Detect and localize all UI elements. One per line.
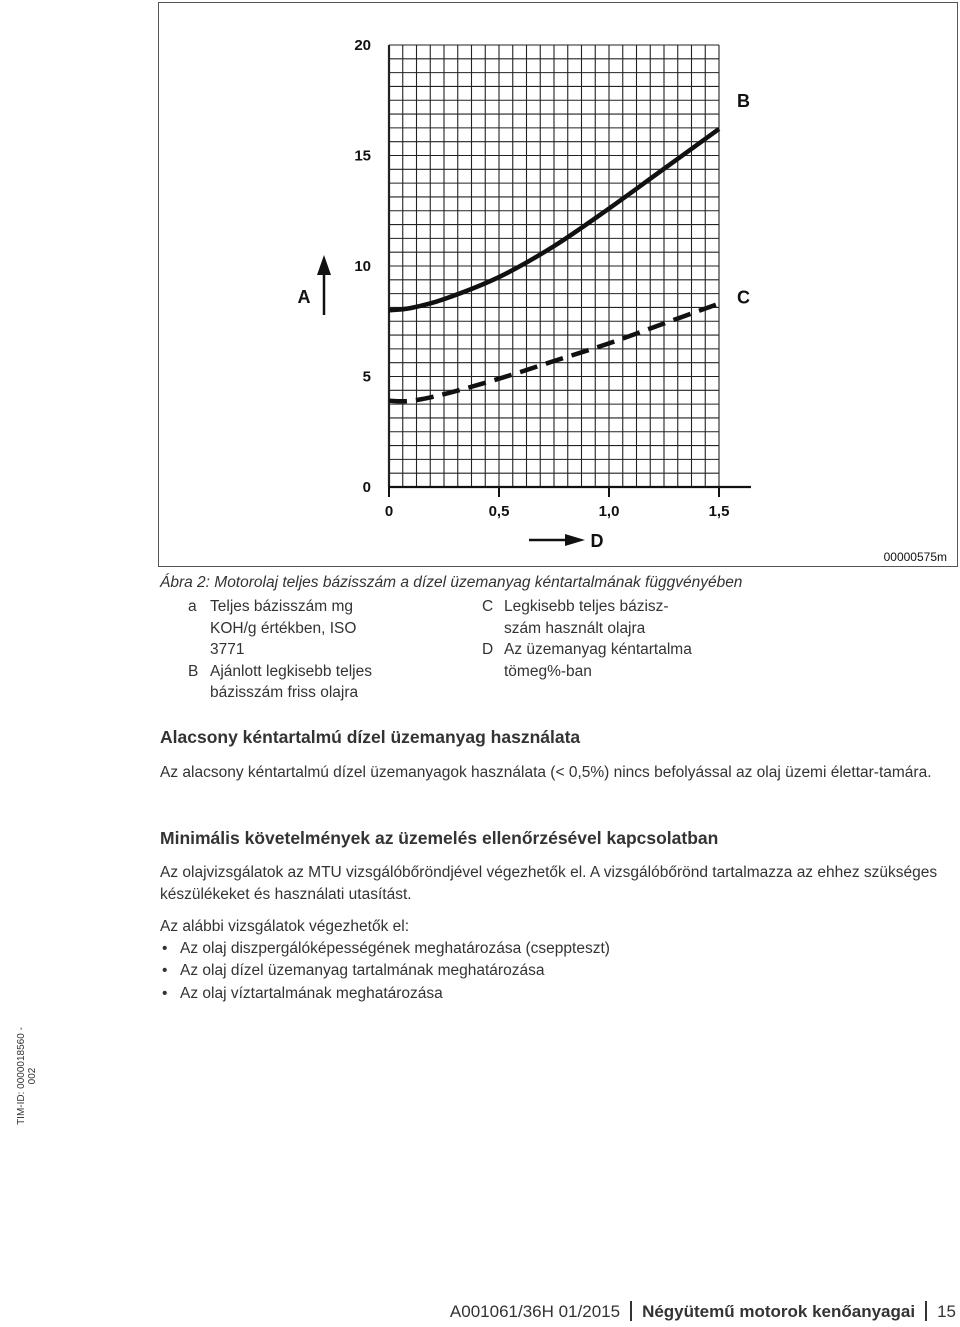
figure-frame [158, 2, 958, 567]
x-tick-label: 0 [384, 503, 394, 520]
legend-column-right [454, 596, 754, 682]
x-tick-label: 1,5 [708, 503, 730, 520]
list-item-text: Az olaj dízel üzemanyag tartalmának meghatározása [180, 962, 545, 980]
x-axis-arrow-head [565, 534, 585, 546]
section-body-tests-intro: Az alábbi vizsgálatok végezhetők el: [160, 918, 410, 935]
y-axis-arrow-head [317, 255, 331, 275]
y-tick-label: 0 [362, 479, 371, 496]
legend-key: C [482, 598, 494, 615]
y-axis-label: A [297, 287, 311, 307]
list-item-text: Az olaj víztartalmának meghatározása [180, 984, 443, 1002]
footer-separator [925, 1301, 927, 1321]
bullet-icon: • [162, 962, 168, 980]
legend-text: Teljes bázisszám mg KOH/g értékben, ISO 3771 [210, 598, 357, 658]
figure-caption: Ábra 2: Motorolaj teljes bázisszám a dízel üzemanyag kéntartalmának függvényében [160, 574, 743, 591]
section-heading-requirements: Minimális követelmények az üzemelés ellenőrzésével kapcsolatban [160, 828, 719, 848]
y-tick-label: 10 [354, 258, 371, 275]
section-heading-low-sulfur: Alacsony kéntartalmú dízel üzemanyag használata [160, 727, 581, 747]
footer-doc-number: A001061/36H 01/2015 [449, 1302, 621, 1321]
legend-item-b [160, 661, 460, 704]
list-item-text: Az olaj diszpergálóképességének meghatározása (cseppteszt) [180, 940, 610, 957]
page-footer [450, 1301, 956, 1322]
legend-key: a [188, 598, 197, 615]
footer-page-number: 15 [937, 1302, 956, 1321]
y-tick-label: 20 [354, 37, 371, 54]
bullet-icon: • [162, 984, 168, 1002]
legend-item-d [454, 639, 754, 682]
tests-list [160, 938, 610, 1005]
list-item [160, 960, 610, 982]
x-axis-label: D [590, 531, 604, 551]
figure-id: 00000575m [883, 550, 947, 564]
section-body-low-sulfur: Az alacsony kéntartalmú dízel üzemanyagok használata (< 0,5%) nincs befolyással az olaj üzemi élettar-tamára. [160, 764, 932, 781]
x-tick-label: 1,0 [598, 503, 620, 520]
y-tick-label: 5 [362, 368, 371, 386]
legend-text: Ajánlott legkisebb teljes bázisszám friss olajra [210, 662, 372, 701]
footer-title: Négyütemű motorok kenőanyagai [642, 1302, 916, 1321]
sulfur-tbn-chart [159, 3, 957, 566]
section-body-requirements: Az olajvizsgálatok az MTU vizsgálóbőröndjével végezhetők el. A vizsgálóbőrönd tartalmazza az ehhez szükséges készülékeket és használati utasítást. [160, 864, 938, 903]
list-item [160, 938, 610, 960]
series-label-c: C [737, 287, 750, 308]
side-document-id: TIM-ID: 0000018560 - 002 [16, 1027, 38, 1125]
legend-item-c [454, 596, 754, 639]
series-label-b: B [737, 90, 750, 111]
legend-text: Legkisebb teljes bázisz- szám használt olajra [504, 598, 669, 637]
legend-key: B [188, 662, 199, 680]
y-tick-label: 15 [354, 147, 371, 165]
x-tick-label: 0,5 [488, 503, 510, 520]
list-item [160, 983, 610, 1005]
legend-item-a [160, 596, 460, 661]
bullet-icon: • [162, 940, 168, 957]
legend-key: D [482, 641, 494, 658]
legend-text: Az üzemanyag kéntartalma tömeg%-ban [504, 641, 692, 680]
footer-separator [630, 1301, 632, 1321]
legend-column-left [160, 596, 460, 704]
